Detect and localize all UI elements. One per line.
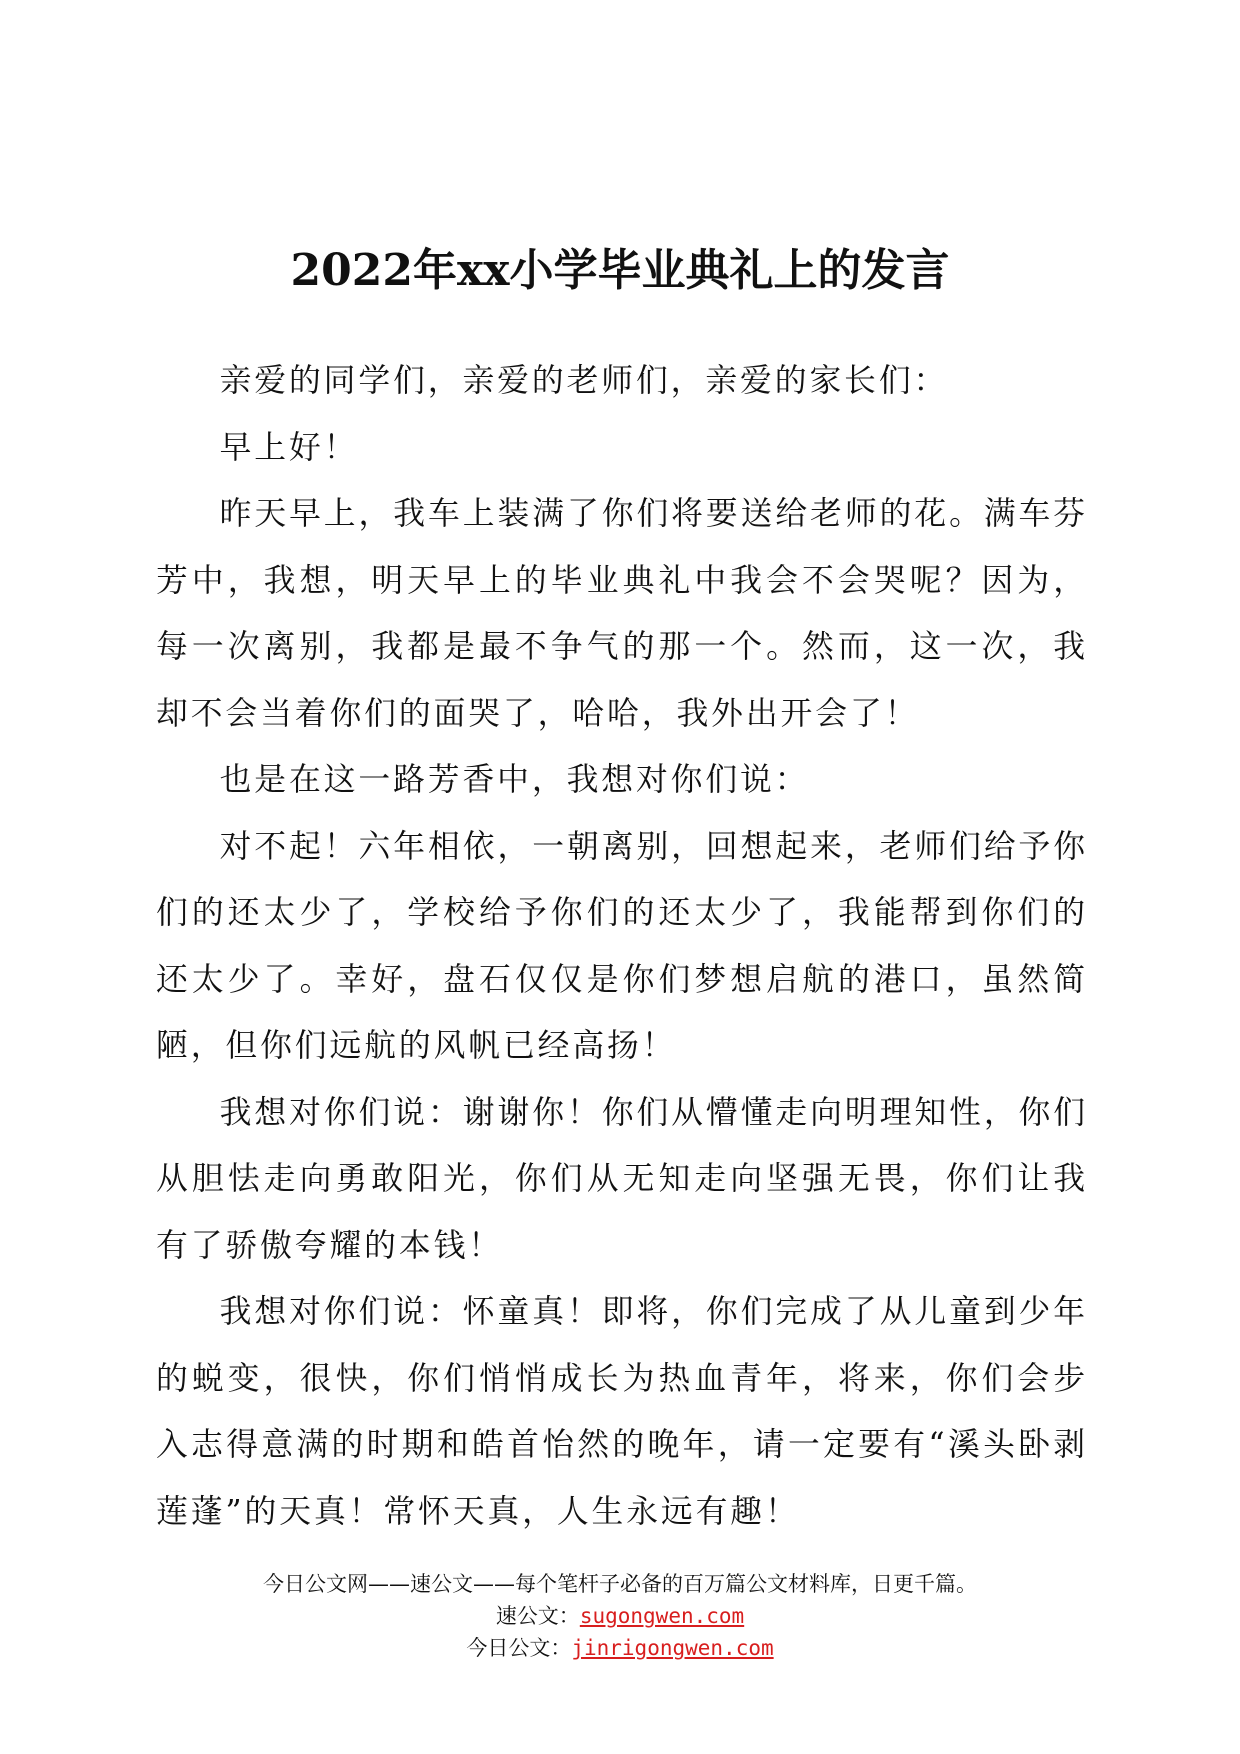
salutation-paragraph: 亲爱的同学们，亲爱的老师们，亲爱的家长们：	[219, 362, 949, 399]
body-paragraph: 昨天早上，我车上装满了你们将要送给老师的花。满车芬芳中，我想，明天早上的毕业典礼中我会不会哭呢？因为，每一次离别，我都是最不争气的那一个。然而，这一次，我却不会当着你们的面哭了，哈哈，我外出开会了！	[156, 495, 1088, 732]
footer-link-row-1	[0, 1600, 1240, 1632]
footer-link1-label: 速公文：	[495, 1604, 580, 1628]
page-footer	[0, 1568, 1240, 1664]
body-paragraph: 对不起！六年相依，一朝离别，回想起来，老师们给予你们的还太少了，学校给予你们的还太少了，我能帮到你们的还太少了。幸好，盘石仅仅是你们梦想启航的港口，虽然简陋，但你们远航的风帆已经高扬！	[156, 827, 1088, 1064]
body-paragraph: 我想对你们说：怀童真！即将，你们完成了从儿童到少年的蜕变，很快，你们悄悄成长为热血青年，将来，你们会步入志得意满的时期和皓首怡然的晚年，请一定要有“溪头卧剥莲蓬”的天真！常怀天真，人生永远有趣！	[156, 1293, 1088, 1530]
greeting-paragraph: 早上好！	[219, 428, 359, 466]
sugongwen-link[interactable]: sugongwen.com	[579, 1604, 745, 1628]
document-title: 2022年xx小学毕业典礼上的发言	[290, 245, 950, 296]
footer-tagline: 今日公文网——速公文——每个笔杆子必备的百万篇公文材料库，日更千篇。	[263, 1572, 977, 1596]
body-paragraph: 我想对你们说：谢谢你！你们从懵懂走向明理知性，你们从胆怯走向勇敢阳光，你们从无知走向坚强无畏，你们让我有了骄傲夸耀的本钱！	[156, 1093, 1088, 1264]
footer-link-row-2	[0, 1632, 1240, 1664]
document-body	[156, 348, 1088, 1545]
footer-link2-label: 今日公文：	[466, 1636, 572, 1660]
jinrigongwen-link[interactable]: jinrigongwen.com	[571, 1636, 774, 1660]
body-paragraph: 也是在这一路芳香中，我想对你们说：	[219, 761, 810, 798]
